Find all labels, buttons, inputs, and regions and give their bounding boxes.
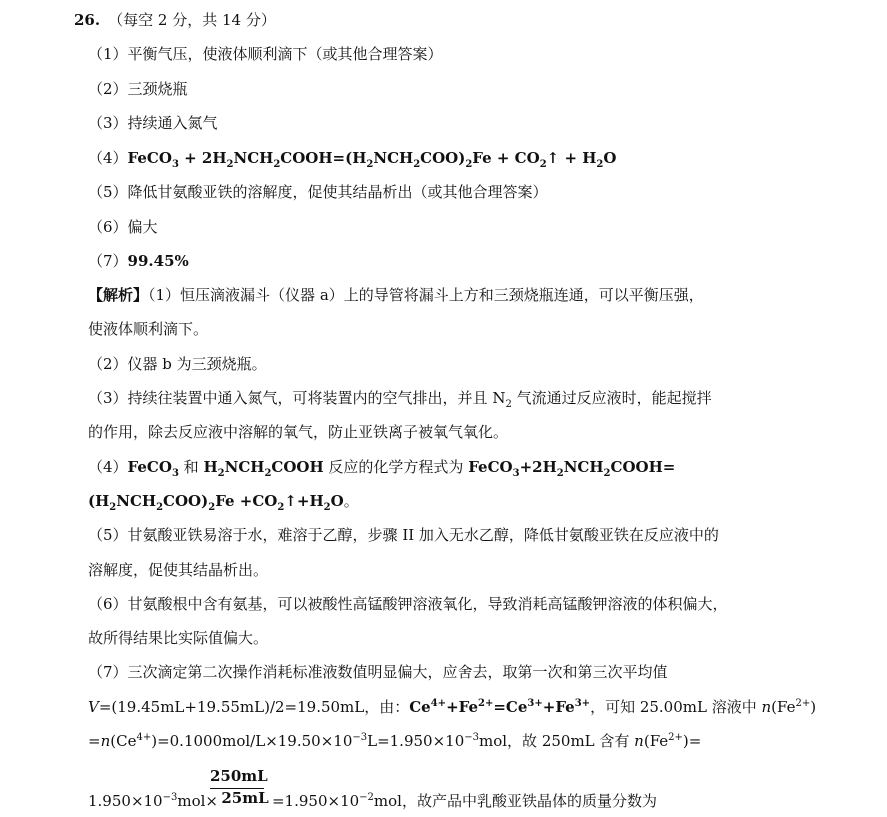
analysis-1b: 使液体顺利滴下。 [88,320,209,338]
fraction-denominator: 25mL [221,789,269,807]
analysis-6a: （6）甘氨酸根中含有氨基，可以被酸性高锰酸钾溶液氧化，导致消耗高锰酸钾溶液的体积偏大， [88,595,728,613]
analysis-7c: $=n(Ce^{4+})=0.1000mol/L\times 19.50\times 10^{-3}L=1.950\times 10^{-3}mol$，故 250mL 含有 $n(Fe^{2+})=$ [88,732,702,750]
question-number: 26. [74,11,101,29]
fraction-numerator: 250mL [210,767,268,785]
analysis-4b: $(H_2NCH_2COO)_2Fe$ $+CO_2↑+H_2O$。 [88,492,359,513]
answer-4 [88,148,616,168]
analysis-7a: （7）三次滴定第二次操作消耗标准液数值明显偏大，应舍去，取第一次和第三次平均值 [88,663,668,681]
answer-7: （7）99.45% [88,252,189,270]
analysis-3a: （3）持续往装置中通入氮气，可将装置内的空气排出，并且 $N_2$ 气流通过反应液时，能起搅拌 [88,389,712,410]
analysis-3b: 的作用，除去反应液中溶解的氧气，防止亚铁离子被氧气氧化。 [88,423,509,441]
analysis-7d: $1.950\times 10^{-3}mol\times 25mL =1.950\times 10^{-2}mol$，故产品中乳酸亚铁晶体的质量分数为 [88,789,657,810]
question-header [74,10,276,30]
answer-3: （3）持续通入氮气 [88,114,218,132]
analysis-tag: 【解析】 [88,286,149,304]
analysis-6b: 故所得结果比实际值偏大。 [88,629,269,647]
answer-2: （2）三颈烧瓶 [88,80,188,98]
answer-7-value: 99.45% [127,252,189,270]
analysis-1a: 【解析】（1）恒压滴液漏斗（仪器 a）上的导管将漏斗上方和三颈烧瓶连通，可以平衡压强， [88,286,704,304]
analysis-7b: V=(19.45mL+19.55mL)/2=19.50mL，由：$Ce^{4+}+Fe^{2+}=Ce^{3+}+Fe^{3+}$，可知 25.00mL 溶液中 $n(Fe^{2+})$ [88,698,817,716]
answer-6: （6）偏大 [88,218,158,236]
analysis-5b: 溶解度，促使其结晶析出。 [88,561,269,579]
analysis-2: （2）仪器 b 为三颈烧瓶。 [88,355,267,373]
analysis-5a: （5）甘氨酸亚铁易溶于水，难溶于乙醇，步骤 II 加入无水乙醇，降低甘氨酸亚铁在反应液中的 [88,526,719,544]
scoring-note: （每空 2 分，共 14 分） [108,11,276,29]
analysis-4a: （4）FeCO$_3$ 和 $H_2NCH_2COOH$ 反应的化学方程式为 $FeCO_3+2H_2NCH_2COOH=$ [88,458,676,479]
answer-4-equation: FeCO$_3$ + $2H_2NCH_2COOH=(H_2NCH_2COO)_2Fe$ + $CO_2↑ + H_2O$ [127,149,617,170]
answer-1: （1）平衡气压，使液体顺利滴下（或其他合理答案） [88,45,443,63]
answer-5: （5）降低甘氨酸亚铁的溶解度，促使其结晶析出（或其他合理答案） [88,183,548,201]
answer-4-label: （4） [88,149,128,167]
